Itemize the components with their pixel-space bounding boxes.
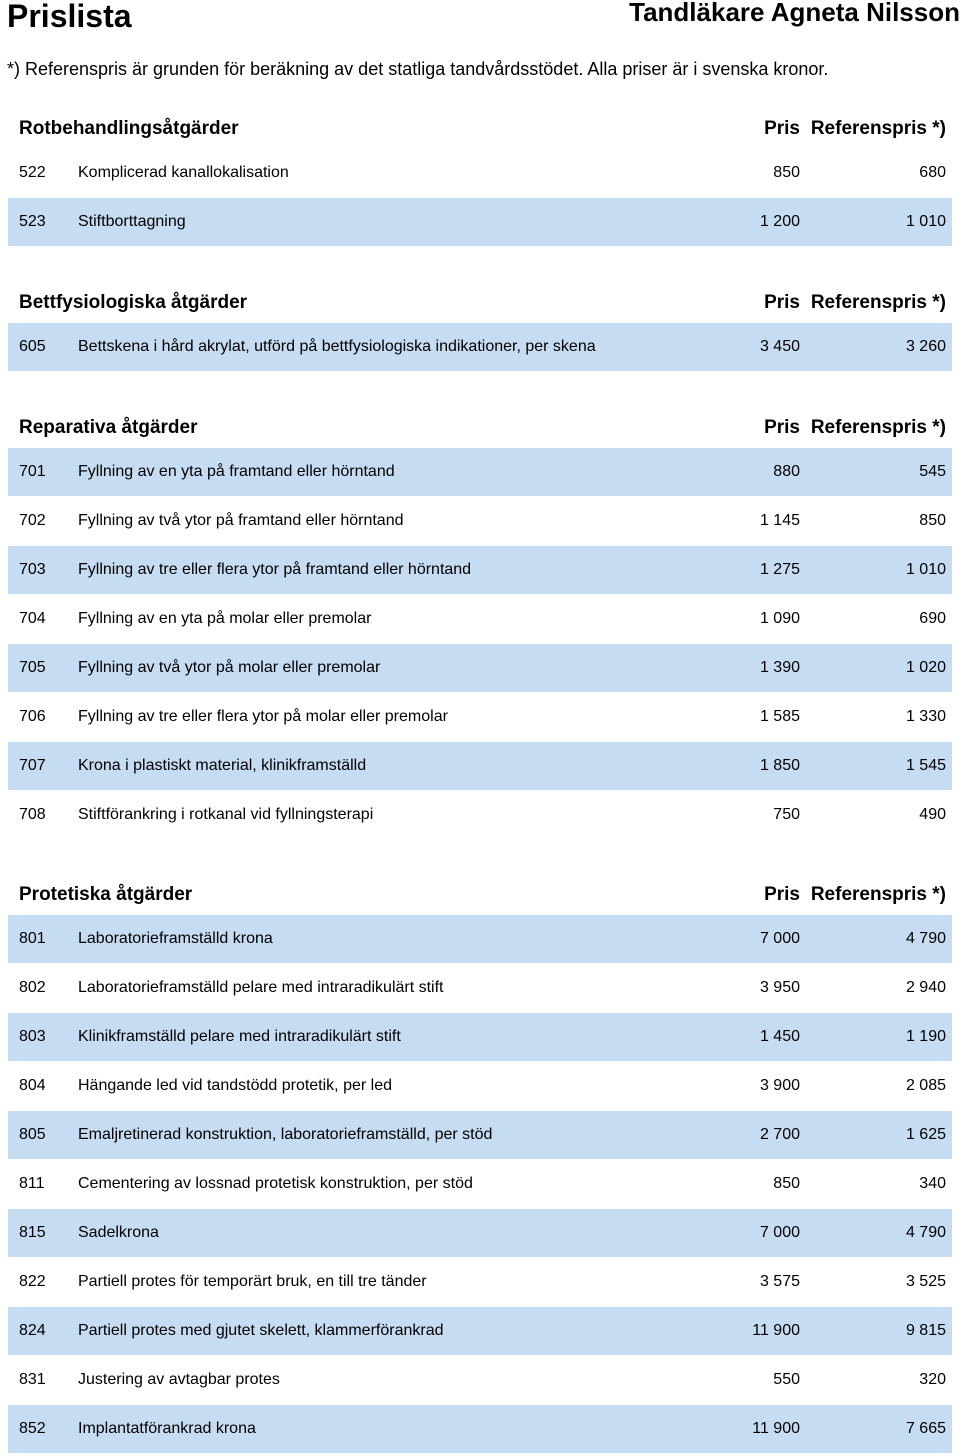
price-row [8,198,952,246]
treatment-code: 852 [19,1420,46,1437]
reference-price-column-header: Referenspris *) [810,884,946,905]
price-value: 1 450 [759,1028,800,1045]
treatment-description: Partiell protes för temporärt bruk, en till tre tänder [78,1273,427,1290]
price-value: 850 [773,164,800,181]
treatment-code: 803 [19,1028,46,1045]
price-value: 11 900 [752,1420,800,1437]
price-row [8,915,952,963]
treatment-description: Implantatförankrad krona [78,1420,256,1437]
treatment-code: 605 [19,338,46,355]
treatment-code: 824 [19,1322,46,1339]
reference-price-value: 340 [919,1175,946,1192]
reference-price-value: 320 [919,1371,946,1388]
treatment-description: Justering av avtagbar protes [78,1371,280,1388]
reference-price-value: 690 [919,610,946,627]
section-title: Bettfysiologiska åtgärder [19,292,248,313]
treatment-description: Cementering av lossnad protetisk konstruktion, per stöd [78,1175,473,1192]
treatment-code: 704 [19,610,46,627]
treatment-description: Laboratorieframställd krona [78,930,273,947]
treatment-description: Sadelkrona [78,1224,159,1241]
price-column-header: Pris [764,884,800,905]
reference-price-value: 1 545 [905,757,946,774]
price-column-header: Pris [764,417,800,438]
dentist-name: Tandläkare Agneta Nilsson [629,0,960,27]
reference-price-column-header: Referenspris *) [810,292,946,313]
treatment-code: 703 [19,561,46,578]
treatment-code: 805 [19,1126,46,1143]
treatment-code: 706 [19,708,46,725]
price-value: 1 090 [759,610,800,627]
price-row [8,448,952,496]
price-value: 750 [773,806,800,823]
price-value: 1 390 [759,659,800,676]
reference-price-value: 2 085 [905,1077,946,1094]
price-value: 1 275 [759,561,800,578]
price-row [8,1111,952,1159]
treatment-code: 801 [19,930,46,947]
reference-price-value: 9 815 [905,1322,946,1339]
reference-price-value: 850 [919,512,946,529]
price-row [8,1258,952,1306]
reference-price-value: 4 790 [905,1224,946,1241]
price-row [8,1062,952,1110]
price-row [8,644,952,692]
price-value: 3 900 [759,1077,800,1094]
price-row [8,693,952,741]
treatment-description: Partiell protes med gjutet skelett, klammerförankrad [78,1322,444,1339]
treatment-description: Stiftförankring i rotkanal vid fyllningsterapi [78,806,374,823]
treatment-description: Emaljretinerad konstruktion, laboratorieframställd, per stöd [78,1126,493,1143]
reference-price-value: 1 010 [905,213,946,230]
price-row [8,595,952,643]
reference-price-value: 1 625 [905,1126,946,1143]
section-header [8,404,952,452]
price-value: 7 000 [759,930,800,947]
reference-price-value: 7 665 [905,1420,946,1437]
price-row [8,964,952,1012]
section-header [8,279,952,327]
treatment-description: Stiftborttagning [78,213,186,230]
price-value: 1 145 [759,512,800,529]
price-value: 550 [773,1371,800,1388]
reference-price-value: 3 260 [905,338,946,355]
price-row [8,1307,952,1355]
price-value: 11 900 [752,1322,800,1339]
reference-price-value: 3 525 [905,1273,946,1290]
price-value: 3 575 [759,1273,800,1290]
treatment-description: Fyllning av två ytor på framtand eller hörntand [78,512,404,529]
reference-price-note: *) Referenspris är grunden för beräkning av det statliga tandvårdsstödet. Alla priser är i svenska kronor. [7,59,829,79]
treatment-description: Komplicerad kanallokalisation [78,164,289,181]
page-title: Prislista [7,0,132,34]
reference-price-value: 1 190 [905,1028,946,1045]
price-value: 1 850 [759,757,800,774]
treatment-code: 705 [19,659,46,676]
treatment-code: 707 [19,757,46,774]
treatment-description: Laboratorieframställd pelare med intraradikulärt stift [78,979,444,996]
price-column-header: Pris [764,292,800,313]
treatment-description: Krona i plastiskt material, klinikframställd [78,757,367,774]
price-value: 3 450 [759,338,800,355]
treatment-code: 822 [19,1273,46,1290]
reference-price-value: 4 790 [905,930,946,947]
reference-price-value: 680 [919,164,946,181]
reference-price-column-header: Referenspris *) [810,417,946,438]
price-column-header: Pris [764,118,800,139]
treatment-description: Fyllning av tre eller flera ytor på framtand eller hörntand [78,561,472,578]
treatment-description: Klinikframställd pelare med intraradikulärt stift [78,1028,401,1045]
price-value: 7 000 [759,1224,800,1241]
reference-price-value: 490 [919,806,946,823]
price-value: 1 200 [759,213,800,230]
price-row [8,1405,952,1453]
price-row [8,1160,952,1208]
price-row [8,497,952,545]
price-value: 3 950 [759,979,800,996]
treatment-description: Bettskena i hård akrylat, utförd på bettfysiologiska indikationer, per skena [78,338,596,355]
treatment-code: 523 [19,213,46,230]
treatment-code: 804 [19,1077,46,1094]
price-row [8,1013,952,1061]
treatment-description: Fyllning av en yta på framtand eller hörntand [78,463,395,480]
section-header [8,105,952,153]
section-header [8,871,952,919]
reference-price-value: 545 [919,463,946,480]
treatment-code: 702 [19,512,46,529]
reference-price-value: 1 330 [905,708,946,725]
price-value: 850 [773,1175,800,1192]
section-title: Rotbehandlingsåtgärder [19,118,239,139]
price-value: 1 585 [759,708,800,725]
price-row [8,149,952,197]
treatment-code: 701 [19,463,46,480]
treatment-description: Fyllning av tre eller flera ytor på molar eller premolar [78,708,448,725]
reference-price-column-header: Referenspris *) [810,118,946,139]
price-value: 880 [773,463,800,480]
section-title: Protetiska åtgärder [19,884,193,905]
price-row [8,546,952,594]
reference-price-value: 2 940 [905,979,946,996]
reference-price-value: 1 010 [905,561,946,578]
treatment-code: 811 [19,1175,45,1192]
treatment-code: 815 [19,1224,46,1241]
price-row [8,1209,952,1257]
price-row [8,323,952,371]
price-row [8,791,952,839]
treatment-code: 708 [19,806,46,823]
price-row [8,742,952,790]
section-title: Reparativa åtgärder [19,417,198,438]
treatment-description: Fyllning av två ytor på molar eller premolar [78,659,381,676]
reference-price-value: 1 020 [905,659,946,676]
price-row [8,1356,952,1404]
treatment-description: Hängande led vid tandstödd protetik, per led [78,1077,392,1094]
treatment-code: 802 [19,979,46,996]
treatment-code: 831 [19,1371,46,1388]
treatment-description: Fyllning av en yta på molar eller premolar [78,610,372,627]
treatment-code: 522 [19,164,46,181]
price-value: 2 700 [759,1126,800,1143]
